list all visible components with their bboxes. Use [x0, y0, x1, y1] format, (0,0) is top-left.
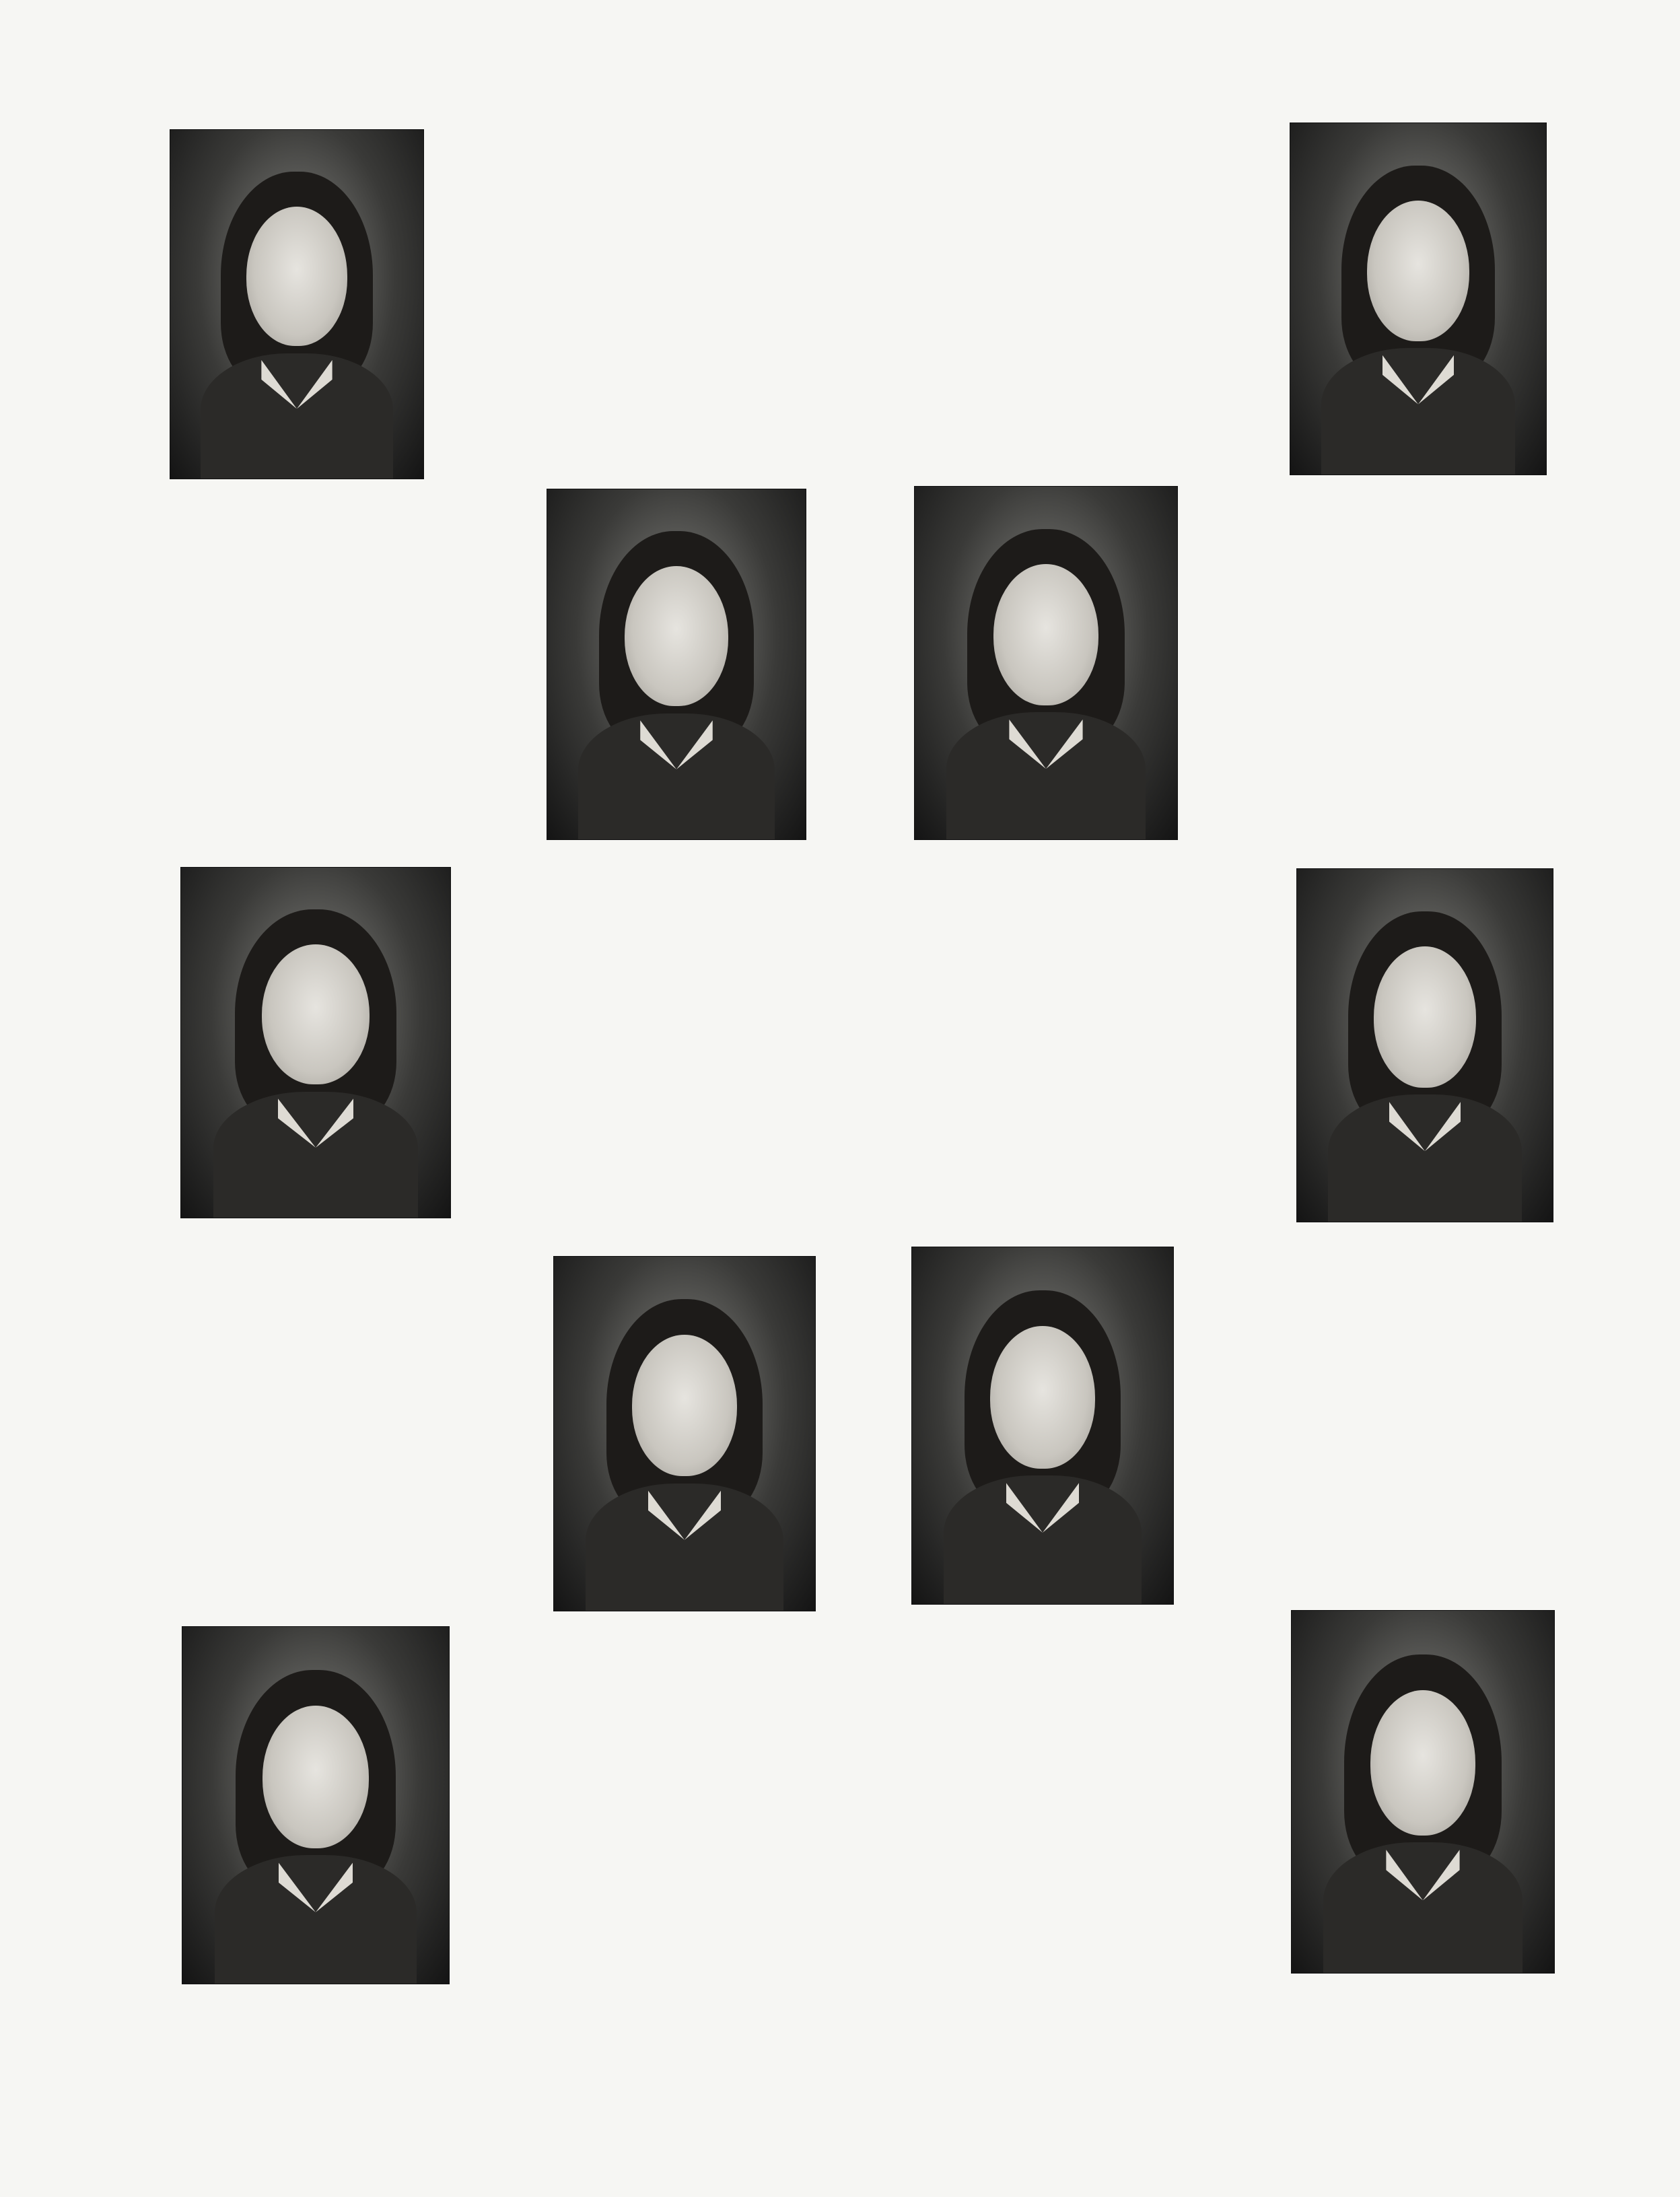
- portrait-photo-helen-hochberger: [547, 489, 806, 840]
- portrait-photo-jeannette-hoffman: [180, 867, 451, 1218]
- portrait-photo-debee-jablon: [1296, 868, 1553, 1222]
- portrait-photo-leslee-hersh: [170, 129, 424, 479]
- portrait-photo-harold-hubschman: [914, 486, 1178, 840]
- portrait-photo-lisa-hoffman: [553, 1256, 816, 1611]
- portrait-photo-desiree-kadelbach: [911, 1247, 1174, 1605]
- portrait-photo-harvey-kader: [1291, 1610, 1555, 1974]
- flower-border-right: [1575, 0, 1680, 2120]
- portrait-photo-joanne-horowitz: [182, 1626, 450, 1984]
- portrait-photo-marla-hubscher: [1290, 123, 1547, 475]
- flower-border-bottom: [0, 2006, 1680, 2120]
- flower-border-top: [0, 0, 1680, 114]
